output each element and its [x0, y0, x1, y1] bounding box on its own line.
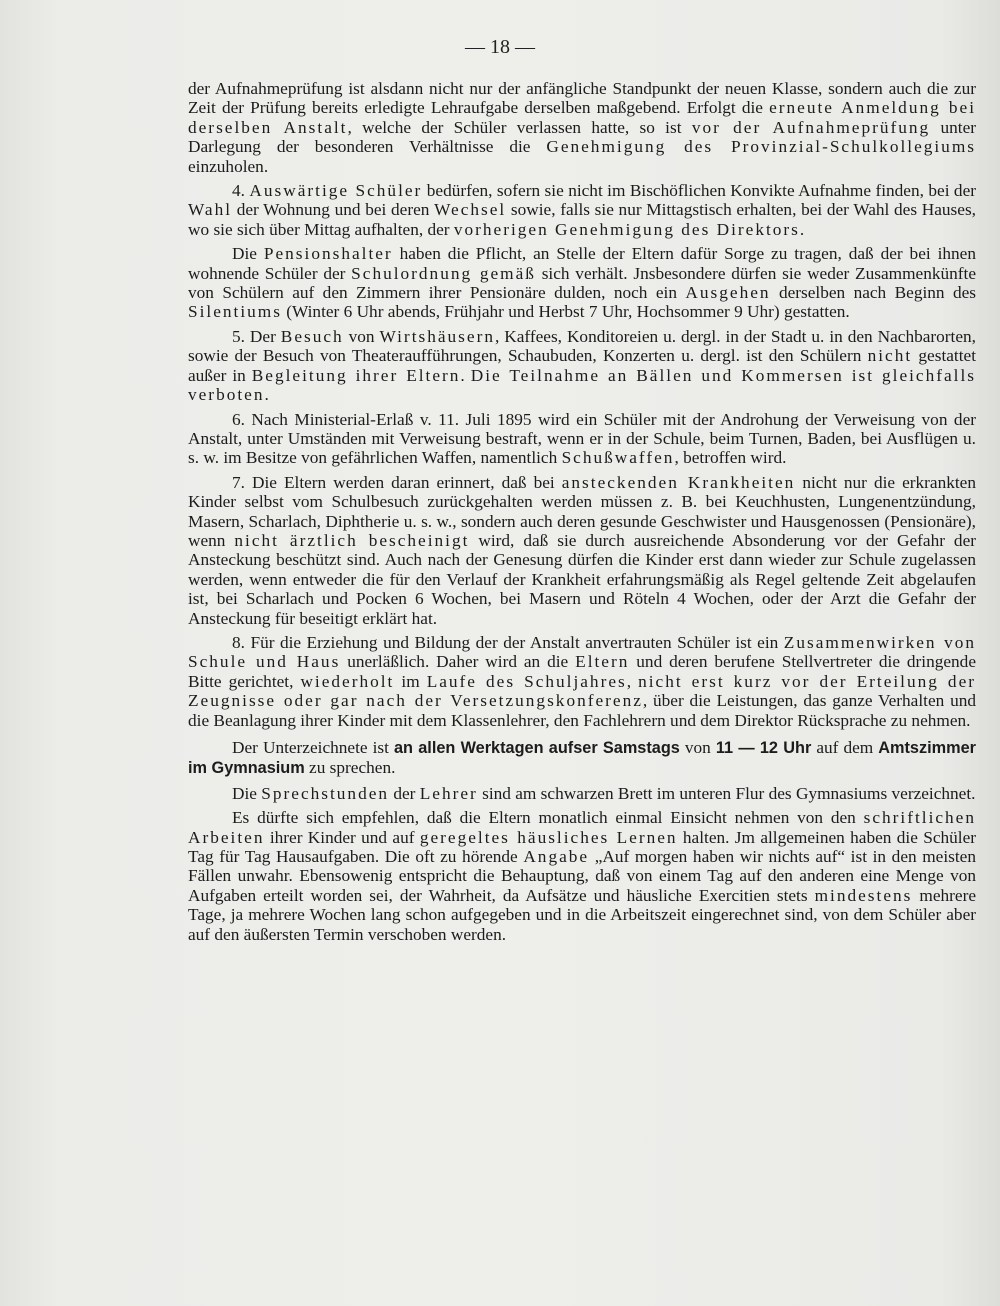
emphasis-text: Auswärtige Schüler [249, 181, 423, 201]
emphasis-text: wiederholt [300, 671, 395, 691]
emphasis-text: Eltern [575, 652, 630, 672]
emphasis-text: geregeltes häusliches Lernen [419, 827, 678, 847]
bold-text: 11 — 12 Uhr [715, 739, 812, 757]
emphasis-text: Laufe des Schuljahres [426, 671, 627, 691]
paragraph-section-7: 7. Die Eltern werden daran erinnert, daß bei ansteckenden Krankheiten nicht nur die erkrankten Kinder selbst vom Schulbesuch zurückgehalten werden müssen z. B. bei Keuchhusten, Lungenentzündung, Masern, Scharlach, Diphtherie u. s. w., sondern auch deren gesunde Geschwister und Hausgenossen (Pensionäre), wenn nicht ärztlich bescheinigt wird, daß sie durch ausreichende Absonderung vor der Gefahr der Ansteckung beschützt sind. Auch nach der Genesung dürfen die Kinder erst dann wieder zur Schule zugelassen werden, wenn entweder die für den Verlauf der Krankheit erfahrungsmäßig als Regel geltende Zeit abgelaufen ist, bei Scharlach und Pocken 6 Wochen, bei Masern und Röteln 4 Wochen, oder der Arzt die Gefahr der Ansteckung für beseitigt erklärt hat. [188, 472, 976, 628]
emphasis-text: mindestens [814, 885, 913, 905]
emphasis-text: ansteckenden Krankheiten [561, 472, 796, 492]
emphasis-text: Zusammenwirken von Schule und Haus [188, 632, 976, 672]
emphasis-text: Genehmigung des Provinzial-Schulkollegiums [546, 137, 976, 157]
emphasis-text: Die Teilnahme an Bällen und Kommersen ist gleichfalls verboten [188, 365, 976, 405]
paragraph-director-hours: Der Unterzeichnete ist an allen Werktagen aufser Samstags von 11 — 12 Uhr auf dem Amtszimmer im Gymnasium zu sprechen. [188, 738, 977, 778]
paragraph-pension-holders: Die Pensionshalter haben die Pflicht, an Stelle der Eltern dafür Sorge zu tragen, daß der bei ihnen wohnende Schüler der Schulordnung gemäß sich verhält. Jnsbesondere dürfen sie weder Zusammenkünfte von Schülern auf den Zimmern ihrer Pensionäre dulden, noch ein Ausgehen derselben nach Beginn des Silentiums (Winter 6 Uhr abends, Frühjahr und Herbst 7 Uhr, Hochsommer 9 Uhr) gestatten. [188, 244, 976, 322]
emphasis-text: Sprechstunden [261, 783, 390, 803]
paragraph-admission-continued: der Aufnahmeprüfung ist alsdann nicht nur der anfängliche Standpunkt der neuen Klasse, sondern auch die zur Zeit der Prüfung bereits erledigte Lehraufgabe derselben maßgebend. Erfolgt die erneute Anmeldung bei derselben Anstalt, welche der Schüler verlassen hatte, so ist vor der Aufnahmeprüfung unter Darlegung der besonderen Verhältnisse die Genehmigung des Provinzial-Schulkollegiums einzuholen. [188, 79, 977, 176]
bold-text: Amtszimmer im Gymnasium [188, 739, 977, 778]
page-number: — 18 — [465, 36, 535, 58]
emphasis-text: Begleitung ihrer Eltern [251, 365, 461, 385]
emphasis-text: nicht [867, 346, 913, 366]
emphasis-text: vorherigen Genehmigung des Direktors [453, 219, 800, 239]
emphasis-text: Wahl [188, 200, 233, 220]
emphasis-text: Schußwaffen [561, 448, 675, 468]
paragraph-section-6: 6. Nach Ministerial-Erlaß v. 11. Juli 1895 wird ein Schüler mit der Androhung der Verweisung von der Anstalt, unter Umständen mit Verweisung bestraft, wenn er in der Schule, beim Turnen, Baden, bei Ausflügen u. s. w. im Besitze von gefährlichen Waffen, namentlich Schußwaffen, betroffen wird. [188, 409, 976, 468]
emphasis-text: erneute Anmeldung bei derselben Anstalt [188, 98, 977, 137]
emphasis-text: Besuch [280, 326, 344, 346]
emphasis-text: nicht ärztlich bescheinigt [234, 530, 470, 550]
emphasis-text: Ausgehen [685, 283, 771, 303]
emphasis-text: vor der Aufnahmeprüfung [691, 117, 931, 137]
emphasis-text: Pensionshalter [263, 244, 393, 264]
emphasis-text: Lehrer [419, 783, 478, 803]
bold-text: an allen Werktagen aufser Samstags [393, 739, 680, 757]
paragraph-section-4: 4. Auswärtige Schüler bedürfen, sofern sie nicht im Bischöflichen Konvikte Aufnahme finden, bei der Wahl der Wohnung und bei deren Wechsel sowie, falls sie nur Mittagstisch erhalten, bei der Wahl des Hauses, wo sie sich über Mittag aufhalten, der vorherigen Genehmigung des Direktors. [188, 181, 977, 239]
emphasis-text: nicht erst kurz vor der Erteilung der Zeugnisse oder gar nach der Versetzungskonferenz [188, 671, 976, 711]
emphasis-text: Silentiums [188, 302, 282, 322]
paragraph-section-5: 5. Der Besuch von Wirtshäusern, Kaffees, Konditoreien u. dergl. in der Stadt u. in den Nachbarorten, sowie der Besuch von Theateraufführungen, Schaubuden, Konzerten u. dergl. ist den Schülern nicht gestattet außer in Begleitung ihrer Eltern. Die Teilnahme an Bällen und Kommersen ist gleichfalls verboten. [188, 326, 976, 405]
emphasis-text: Wirtshäusern [379, 326, 495, 346]
emphasis-text: Schulordnung gemäß [351, 263, 536, 283]
paragraph-teacher-hours: Die Sprechstunden der Lehrer sind am schwarzen Brett im unteren Flur des Gymnasiums verzeichnet. [232, 783, 976, 803]
paragraph-section-8: 8. Für die Erziehung und Bildung der der Anstalt anvertrauten Schüler ist ein Zusammenwirken von Schule und Haus unerläßlich. Daher wird an die Eltern und deren berufene Stellvertreter die dringende Bitte gerichtet, wiederholt im Laufe des Schuljahres, nicht erst kurz vor der Erteilung der Zeugnisse oder gar nach der Versetzungskonferenz, über die Leistungen, das ganze Verhalten und die Beanlagung ihrer Kinder mit dem Klassenlehrer, den Fachlehrern und dem Direktor Rücksprache zu nehmen. [188, 632, 977, 730]
emphasis-text: Wechsel [434, 200, 507, 220]
emphasis-text: Angabe [523, 847, 590, 867]
paragraph-homework: Es dürfte sich empfehlen, daß die Eltern monatlich einmal Einsicht nehmen von den schriftlichen Arbeiten ihrer Kinder und auf geregeltes häusliches Lernen halten. Jm allgemeinen haben die Schüler Tag für Tag Hausaufgaben. Die oft zu hörende Angabe „Auf morgen haben wir nichts auf“ ist in den meisten Fällen unwahr. Ebensowenig entspricht die Behauptung, daß von einem Tag auf den anderen eine Menge von Aufgaben erteilt worden sei, der Wahrheit, da Aufsätze und häusliche Exercitien stets mindestens mehrere Tage, ja mehrere Wochen lang schon aufgegeben und in die Arbeitszeit eingerechnet sind, von dem Schüler aber auf den äußersten Termin verschoben werden. [188, 808, 977, 944]
body-text [188, 79, 976, 949]
emphasis-text: schriftlichen Arbeiten [188, 808, 976, 847]
